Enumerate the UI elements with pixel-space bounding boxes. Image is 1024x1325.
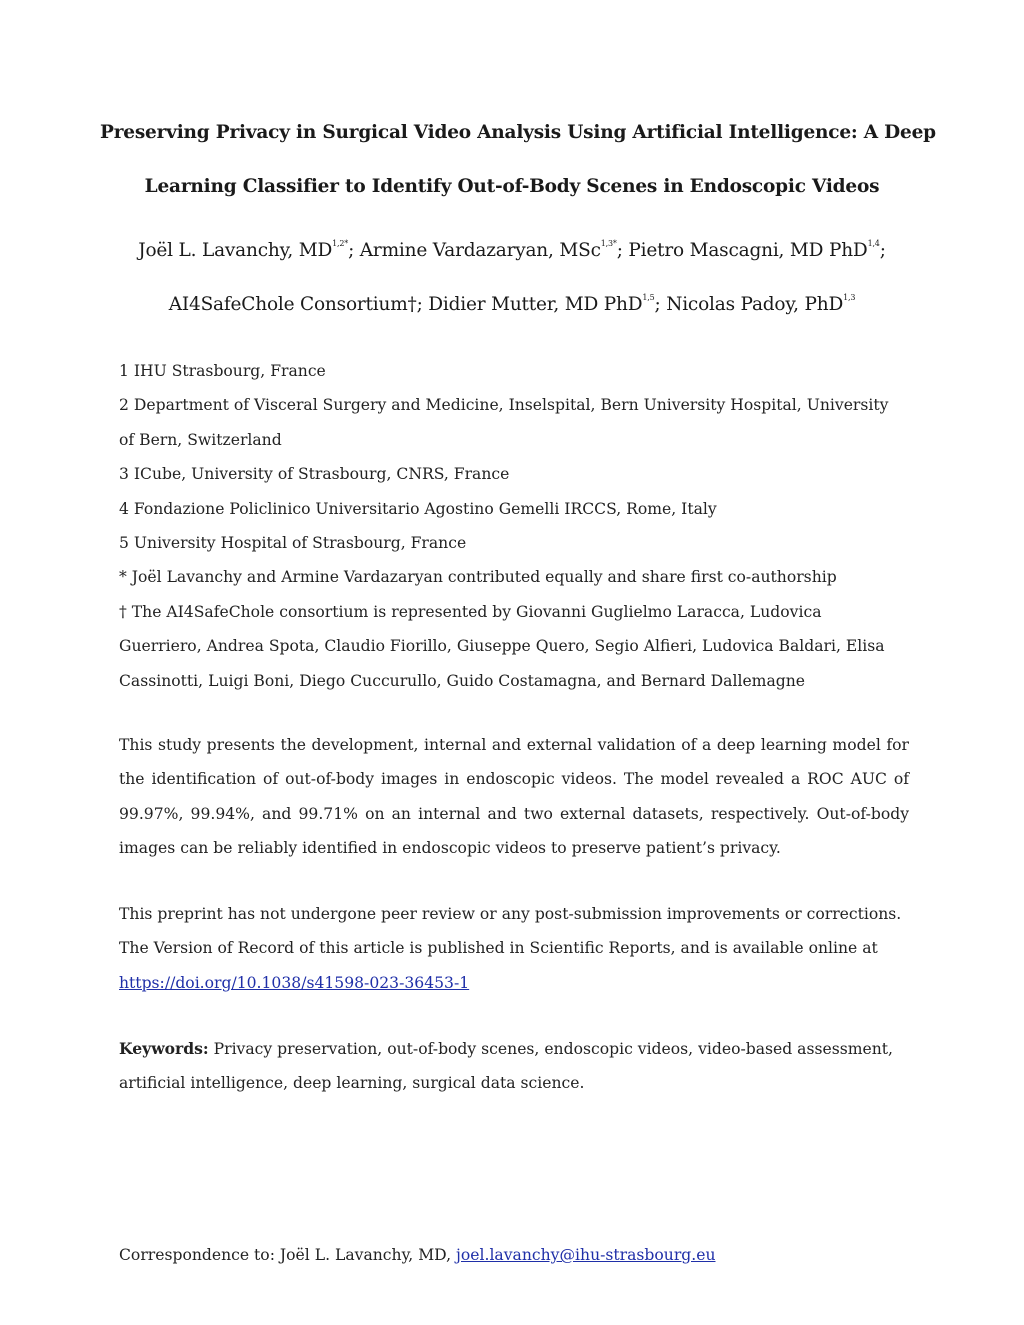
author-mutter-affil: 1,5 (642, 293, 655, 302)
author-consortium-mutter: AI4SafeChole Consortium†; Didier Mutter, MD PhD (168, 294, 643, 315)
title-line-1: Preserving Privacy in Surgical Video Analysis Using Artificial Intelligence: A Deep (100, 122, 936, 143)
keywords-line-1 (119, 1032, 909, 1066)
author-line-1-end: ; (879, 240, 886, 261)
author-line-1 (100, 224, 924, 278)
preprint-doi-line (119, 966, 909, 1000)
title-line-2: Learning Classifier to Identify Out-of-Body Scenes in Endoscopic Videos (144, 176, 880, 197)
author-line-2 (100, 278, 924, 332)
abstract-line-2: the identification of out-of-body images in endoscopic videos. The model revealed a ROC AUC of (119, 770, 909, 789)
abstract-line-1: This study presents the development, internal and external validation of a deep learning model for (119, 736, 909, 754)
keywords-list-1: Privacy preservation, out-of-body scenes, endoscopic videos, video-based assessment, (208, 1040, 893, 1058)
affiliation-1: 1 IHU Strasbourg, France (119, 362, 326, 380)
author-mascagni-affil: 1,4 (867, 239, 880, 248)
abstract (119, 728, 909, 866)
author-vardazaryan: ; Armine Vardazaryan, MSc (348, 240, 601, 261)
affiliations (119, 354, 909, 698)
author-vardazaryan-affil: 1,3* (600, 239, 617, 248)
abstract-line-4: images can be reliably identified in endoscopic videos to preserve patient’s privacy. (119, 839, 781, 858)
author-lavanchy-affil: 1,2* (332, 239, 349, 248)
preprint-line-2: The Version of Record of this article is published in Scientific Reports, and is available online at (119, 939, 878, 958)
abstract-line-3: 99.97%, 99.94%, and 99.71% on an internal and two external datasets, respectively. Out-of-body (119, 804, 909, 823)
paper-title (100, 106, 936, 214)
consortium-note-line-2: Guerriero, Andrea Spota, Claudio Fiorillo, Giuseppe Quero, Segio Alfieri, Ludovica Baldari, Elisa (119, 637, 885, 656)
affiliation-4: 4 Fondazione Policlinico Universitario Agostino Gemelli IRCCS, Rome, Italy (119, 499, 717, 518)
keywords-line-2: artificial intelligence, deep learning, surgical data science. (119, 1074, 585, 1093)
correspondence-line (119, 1238, 909, 1272)
equal-contribution-note: * Joël Lavanchy and Armine Vardazaryan contributed equally and share first co-authorship (119, 568, 837, 587)
doi-link[interactable]: https://doi.org/10.1038/s41598-023-36453-1 (119, 973, 470, 992)
consortium-note-line-1: † The AI4SafeChole consortium is represented by Giovanni Guglielmo Laracca, Ludovica (119, 602, 822, 621)
affiliation-5: 5 University Hospital of Strasbourg, France (119, 534, 467, 553)
correspondence-text: Correspondence to: Joël L. Lavanchy, MD, (119, 1246, 457, 1264)
affiliation-2-line-1: 2 Department of Visceral Surgery and Medicine, Inselspital, Bern University Hospital, University (119, 396, 889, 415)
keywords (119, 1032, 909, 1101)
author-lavanchy: Joël L. Lavanchy, MD (138, 240, 333, 261)
affiliation-3: 3 ICube, University of Strasbourg, CNRS, France (119, 465, 510, 484)
consortium-note-line-3: Cassinotti, Luigi Boni, Diego Cuccurullo, Guido Costamagna, and Bernard Dallemagne (119, 671, 806, 690)
correspondence-email-link[interactable]: joel.lavanchy@ihu-strasbourg.eu (456, 1246, 716, 1264)
affiliation-2-line-2: of Bern, Switzerland (119, 430, 282, 449)
author-mascagni: ; Pietro Mascagni, MD PhD (616, 240, 868, 261)
preprint-notice (119, 897, 909, 1000)
author-list (100, 224, 924, 332)
author-padoy-affil: 1,3 (843, 293, 856, 302)
correspondence (119, 1238, 909, 1272)
preprint-line-1: This preprint has not undergone peer review or any post-submission improvements or corrections. (119, 905, 902, 923)
keywords-label: Keywords: (119, 1039, 209, 1058)
author-padoy: ; Nicolas Padoy, PhD (654, 294, 844, 315)
